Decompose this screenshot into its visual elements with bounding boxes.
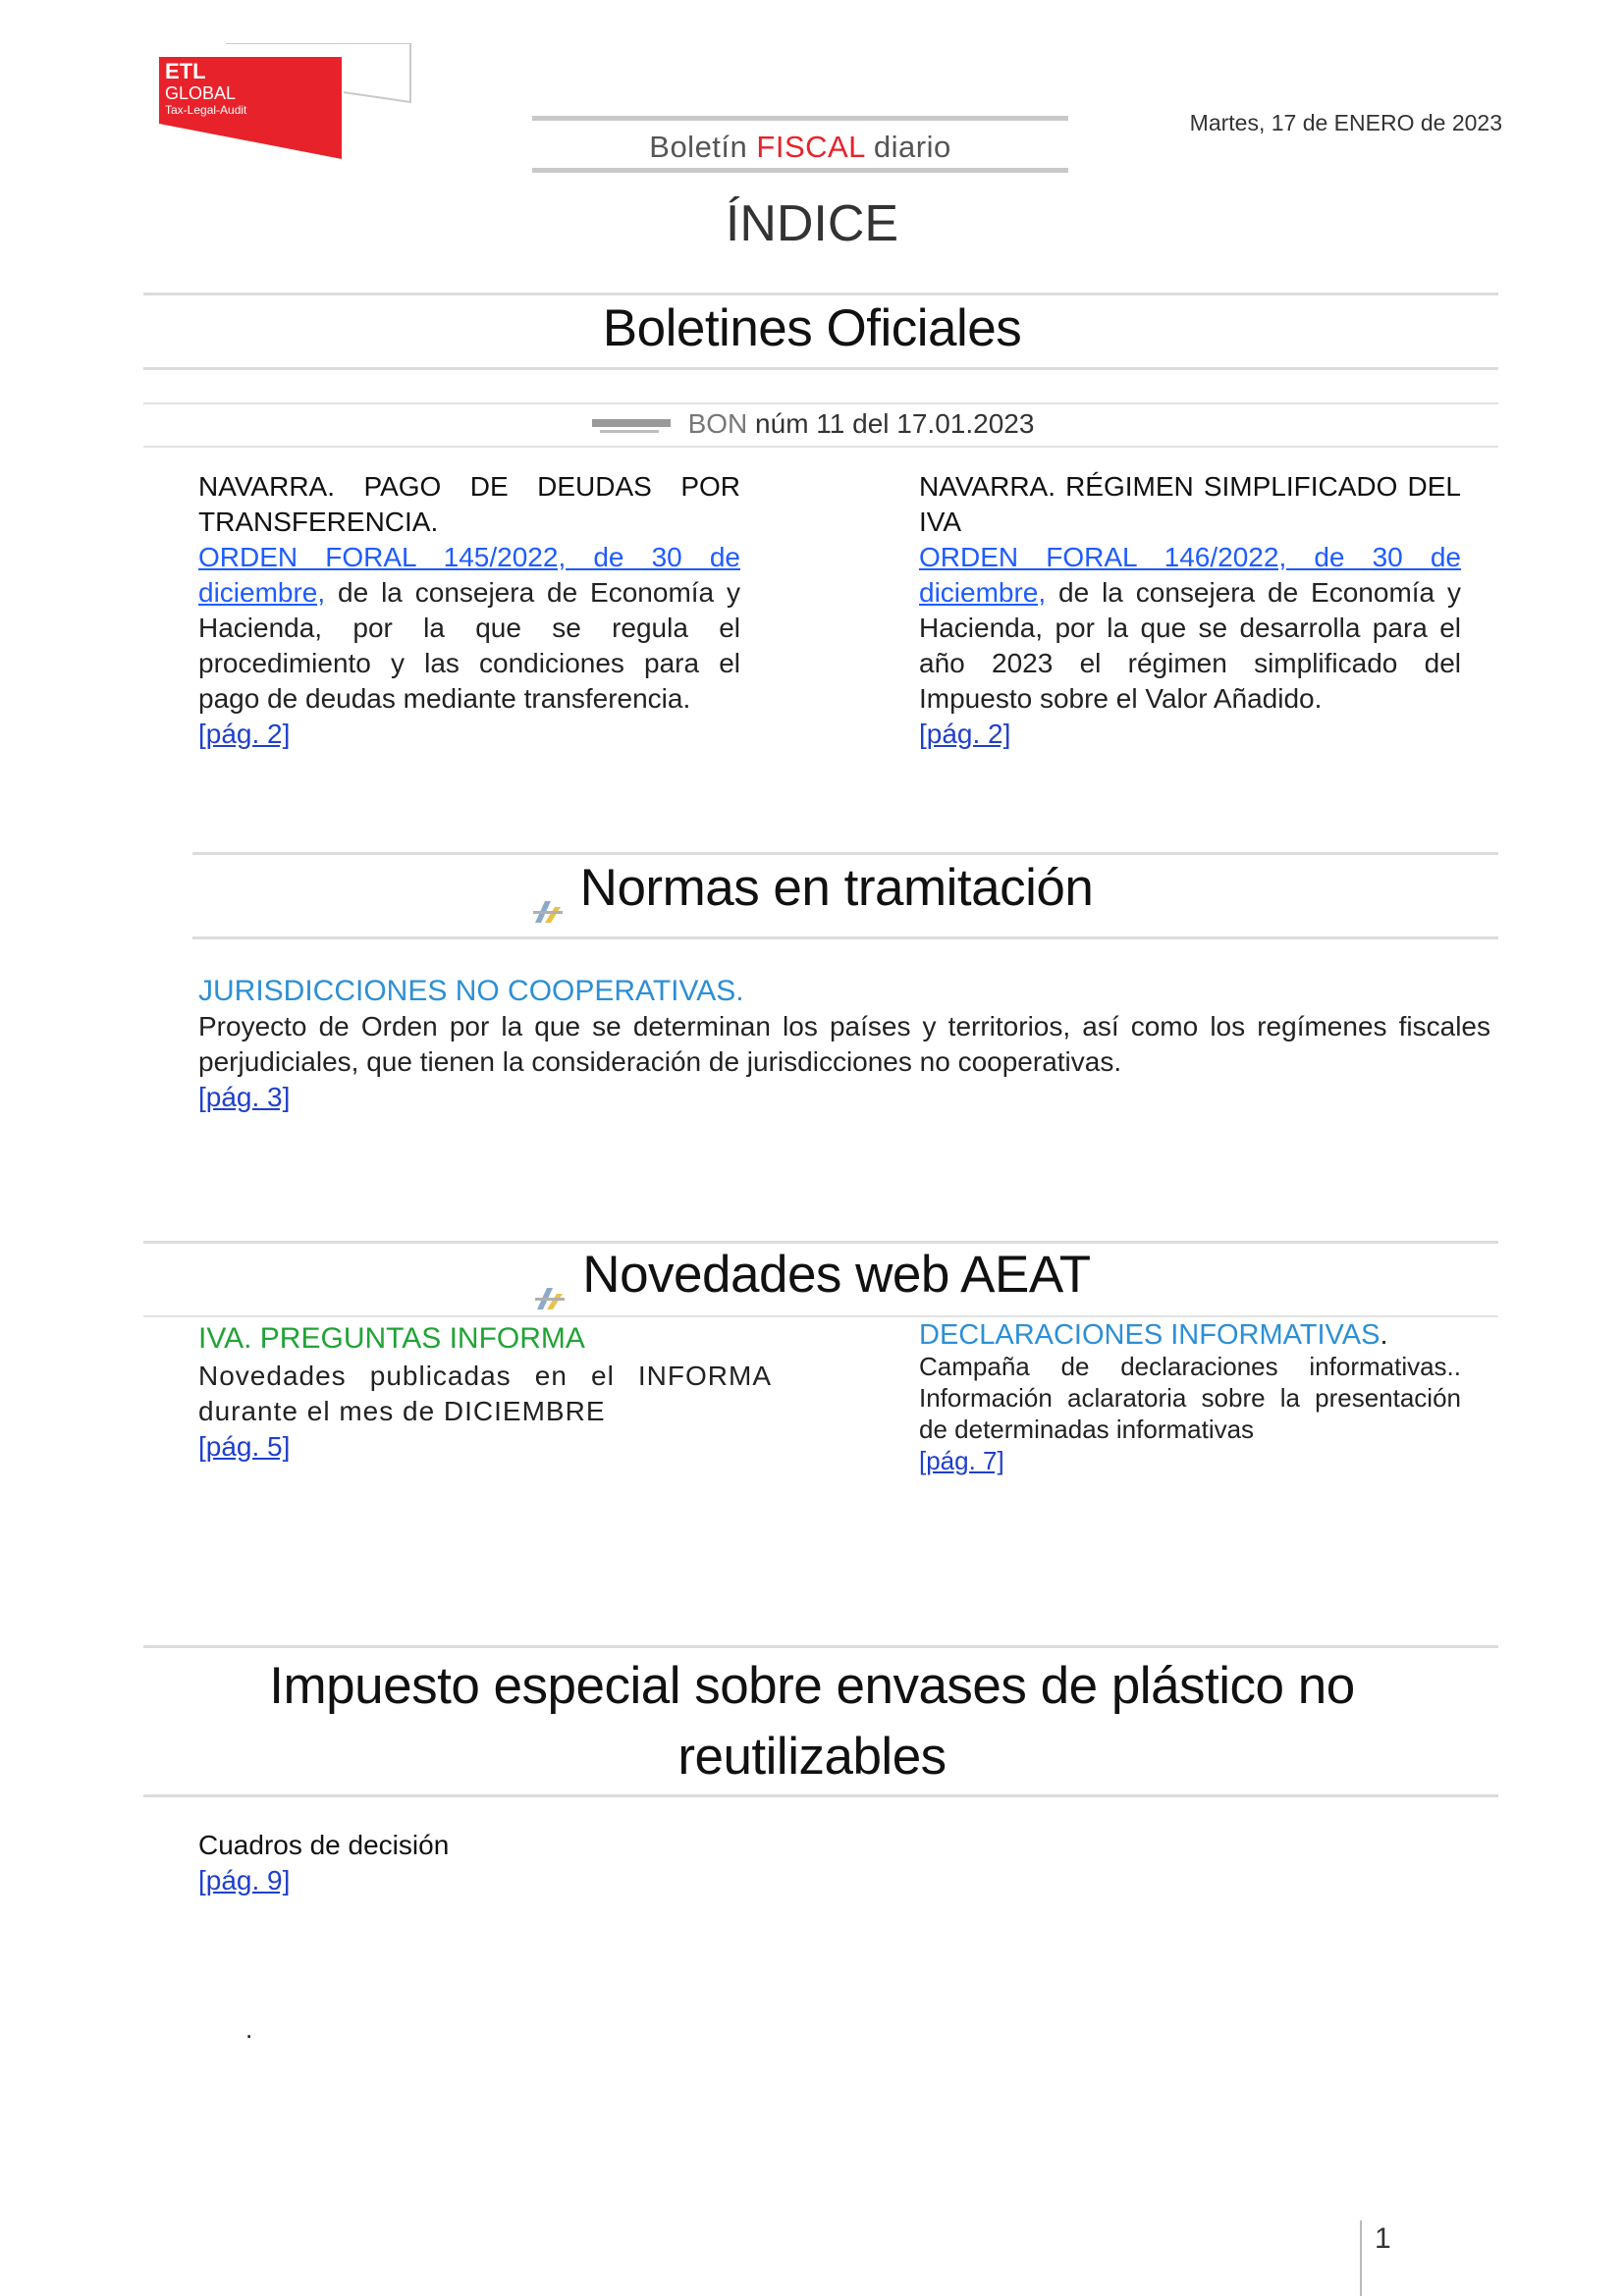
section-rule (143, 402, 1498, 404)
page-number-divider (1360, 2220, 1362, 2296)
section-title-text: Novedades web AEAT (582, 1246, 1091, 1304)
impuesto-item (198, 1828, 787, 1898)
novedades-subtitle (919, 1319, 1461, 1351)
section-rule (143, 1794, 1498, 1797)
section-rule (192, 852, 1498, 855)
masthead (532, 116, 1068, 173)
masthead-title (532, 130, 1068, 165)
bulletin-heading: NAVARRA. RÉGIMEN SIMPLIFICADO DEL IVA (919, 471, 1461, 537)
novedades-item (919, 1319, 1461, 1476)
section-rule (143, 367, 1498, 370)
svg-text:GLOBAL: GLOBAL (165, 83, 237, 103)
section-rule (143, 1645, 1498, 1648)
page-link[interactable]: [pág. 9] (198, 1865, 291, 1896)
page-number: 1 (1375, 2222, 1391, 2255)
novedades-subtitle-text: DECLARACIONES INFORMATIVAS (919, 1319, 1380, 1351)
section-rule (143, 446, 1498, 448)
normas-body: Proyecto de Orden por la que se determinan los países y territorios, así como los regímenes fiscales perjudiciales, que tienen la consideración de jurisdicciones no cooperativas. (198, 1011, 1490, 1077)
impuesto-subtitle: Cuadros de decisión (198, 1830, 450, 1860)
orden-foral-link[interactable]: ORDEN FORAL 146/2022, de 30 de diciembre, (919, 542, 1461, 608)
section-title-novedades (0, 1245, 1624, 1305)
orden-foral-link[interactable]: ORDEN FORAL 145/2022, de 30 de diciembre, (198, 542, 740, 608)
aeat-icon (533, 1264, 567, 1292)
masthead-prefix: Boletín (649, 130, 757, 164)
bon-reference (0, 408, 1624, 440)
bulletin-item (198, 469, 740, 752)
bulletin-heading: NAVARRA. PAGO DE DEUDAS POR TRANSFERENCIA. (198, 471, 740, 537)
novedades-subtitle: IVA. PREGUNTAS INFORMA (198, 1322, 585, 1355)
section-rule (143, 293, 1498, 295)
svg-text:ETL: ETL (165, 59, 206, 83)
impuesto-title-line2: reutilizables (677, 1728, 947, 1786)
novedades-body: Novedades publicadas en el INFORMA durante el mes de DICIEMBRE (198, 1361, 772, 1426)
section-title-normas (0, 858, 1624, 918)
bon-label: BON (687, 408, 748, 439)
aeat-icon (531, 878, 565, 905)
index-heading: ÍNDICE (725, 195, 899, 252)
normas-subtitle: JURISDICCIONES NO COOPERATIVAS. (198, 975, 744, 1007)
bon-number: núm 11 del 17.01.2023 (747, 408, 1035, 439)
masthead-fiscal: FISCAL (756, 130, 865, 164)
impuesto-title-line1: Impuesto especial sobre envases de plástico no (269, 1657, 1355, 1715)
section-title-text: Normas en tramitación (579, 859, 1094, 917)
page-link[interactable]: [pág. 5] (198, 1431, 291, 1462)
stray-dot: . (245, 2014, 253, 2044)
section-rule (192, 936, 1498, 939)
bulletin-item (919, 469, 1461, 752)
svg-text:Tax-Legal-Audit: Tax-Legal-Audit (165, 103, 247, 117)
page-link[interactable]: [pág. 7] (919, 1446, 1004, 1475)
boletin-oficial-navarra-logo (590, 414, 675, 438)
issue-date: Martes, 17 de ENERO de 2023 (1189, 110, 1502, 135)
novedades-body: Campaña de declaraciones informativas.. Información aclaratoria sobre la presentación de determinadas informativas (919, 1352, 1461, 1444)
novedades-subtitle-dot: . (1380, 1319, 1388, 1351)
masthead-suffix: diario (864, 130, 951, 164)
masthead-bottom-rule (532, 168, 1068, 173)
etl-global-logo (159, 45, 342, 159)
section-title-impuesto (0, 1651, 1624, 1792)
section-rule (143, 1315, 1498, 1317)
normas-item (198, 974, 1490, 1115)
section-title-boletines: Boletines Oficiales (602, 299, 1022, 357)
page-link[interactable]: [pág. 2] (198, 719, 291, 749)
novedades-item (198, 1321, 772, 1465)
page-link[interactable]: [pág. 2] (919, 719, 1011, 749)
bulletin-body: de la consejera de Economía y Hacienda, por la que se desarrolla para el año 2023 el régimen simplificado del Impuesto sobre el Valor Añadido. (919, 577, 1461, 714)
section-rule (143, 1241, 1498, 1244)
page-link[interactable]: [pág. 3] (198, 1082, 291, 1112)
masthead-top-rule (532, 116, 1068, 121)
bulletin-body: de la consejera de Economía y Hacienda, por la que se regula el procedimiento y las condiciones para el pago de deudas mediante transferencia. (198, 577, 740, 714)
